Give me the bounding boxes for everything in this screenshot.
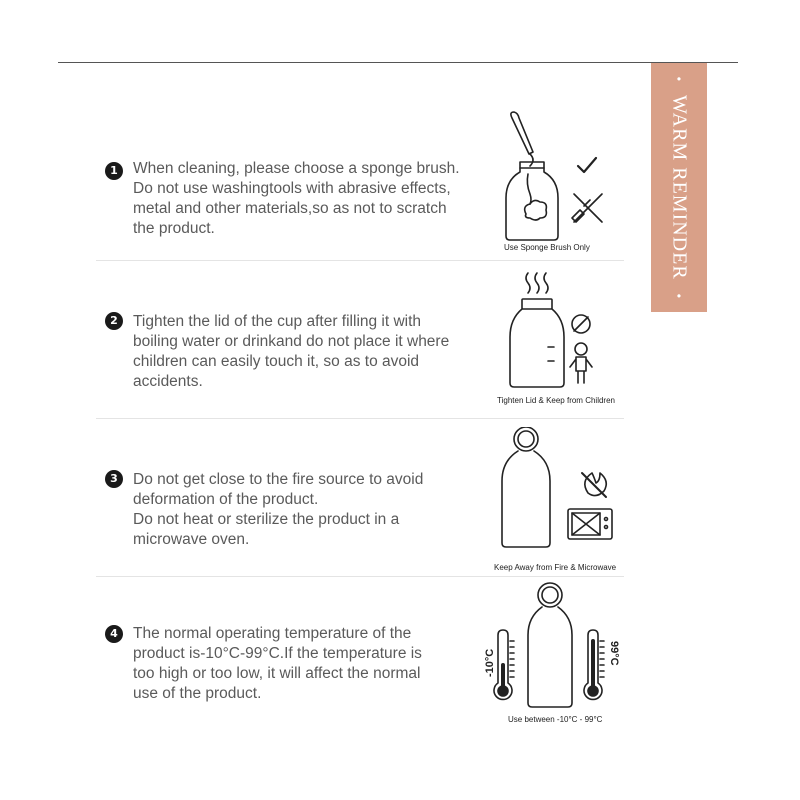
item-number-badge: 1 [105, 162, 123, 180]
thermo-low-label: -10°C [484, 648, 496, 677]
item-text [133, 159, 498, 239]
brush-handle-icon [511, 112, 533, 154]
item-number-badge: 3 [105, 470, 123, 488]
child-icon [575, 343, 587, 355]
item-line: the product. [133, 220, 215, 237]
reminder-item-3 [96, 419, 626, 576]
tab-dot-top: • [676, 72, 682, 87]
crossed-wire-brush-icon [574, 194, 602, 222]
thermo-high-label: 99°C [608, 641, 620, 666]
reminder-item-2 [96, 261, 626, 418]
item-caption: Use Sponge Brush Only [504, 243, 590, 252]
reminder-item-4 [96, 577, 626, 737]
item-line: boiling water or drinkand do not place it where [133, 333, 450, 350]
check-mark-icon [578, 158, 596, 172]
bottle-outline-icon [528, 607, 572, 707]
item-line: Do not use washingtools with abrasive effects, [133, 180, 451, 197]
item-line: use of the product. [133, 685, 262, 702]
item-line: metal and other materials,so as not to scratch [133, 200, 447, 217]
item-text [133, 624, 498, 704]
thermometer-high-icon [584, 630, 604, 699]
tab-dot-bottom: • [676, 288, 682, 303]
item-line: When cleaning, please choose a sponge brush. [133, 160, 460, 177]
item-line: The normal operating temperature of the [133, 625, 412, 642]
item-line: accidents. [133, 373, 203, 390]
reminder-item-1 [96, 100, 626, 260]
item-line: Do not heat or sterilize the product in a [133, 511, 400, 528]
thermometer-low-icon [494, 630, 514, 699]
fire-microwave-illustration [486, 427, 626, 572]
item-caption: Keep Away from Fire & Microwave [494, 563, 617, 572]
top-rule [58, 62, 738, 63]
item-line: deformation of the product. [133, 491, 319, 508]
item-number-badge: 2 [105, 312, 123, 330]
item-line: microwave oven. [133, 531, 250, 548]
item-number-badge: 4 [105, 625, 123, 643]
temperature-range-illustration [478, 579, 638, 737]
item-line: children can easily touch it, so as to avoid [133, 353, 420, 370]
item-caption: Use between -10°C - 99°C [508, 715, 603, 724]
item-caption: Tighten Lid & Keep from Children [497, 396, 615, 405]
bottle-outline-icon [502, 451, 550, 547]
fire-icon [585, 473, 606, 496]
warm-reminder-tab [651, 63, 707, 312]
tab-label: WARM REMINDER [668, 95, 691, 280]
item-line: Do not get close to the fire source to avoid [133, 471, 424, 488]
item-text [133, 470, 498, 550]
item-line: Tighten the lid of the cup after filling it with [133, 313, 422, 330]
item-line: product is-10°C-99°C.If the temperature is [133, 645, 422, 662]
item-line: too high or too low, it will affect the normal [133, 665, 421, 682]
bottle-outline-icon [510, 309, 564, 387]
item-text [133, 312, 498, 392]
steam-icon [526, 273, 548, 293]
tighten-lid-illustration [488, 269, 624, 414]
sponge-brush-illustration [500, 110, 620, 255]
